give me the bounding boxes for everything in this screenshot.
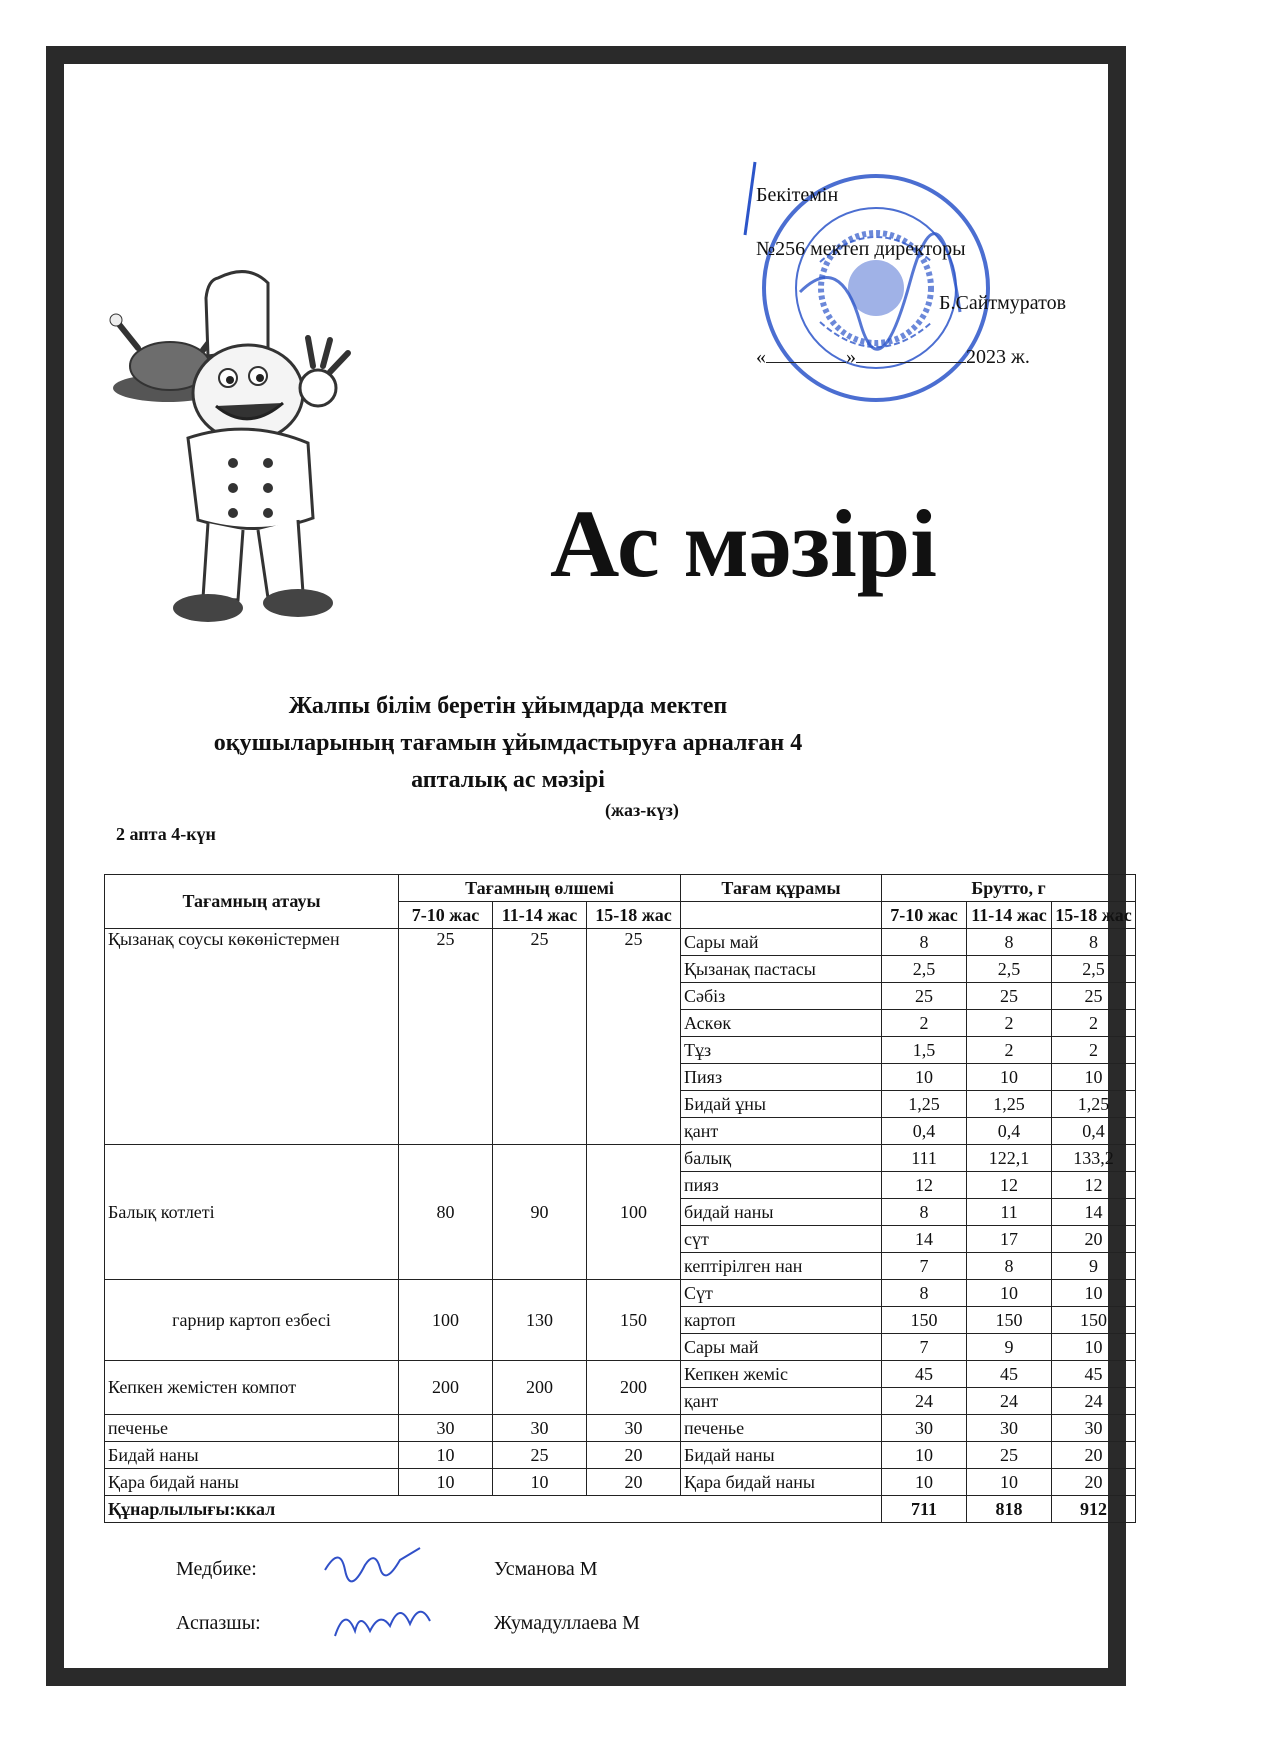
dish-portion-1: 10 [399, 1442, 493, 1469]
brutto-value-2: 122,1 [967, 1145, 1052, 1172]
cook-signature [330, 1596, 440, 1646]
ingredient-name: Бидай ұны [681, 1091, 882, 1118]
footer-kcal-1: 711 [882, 1496, 967, 1523]
brutto-value-3: 10 [1052, 1280, 1136, 1307]
brutto-value-2: 8 [967, 1253, 1052, 1280]
season-label: (жаз-күз) [605, 800, 679, 820]
header-portion-age-2: 11-14 жас [493, 902, 587, 929]
brutto-value-3: 20 [1052, 1226, 1136, 1253]
ingredient-name: Аскөк [681, 1010, 882, 1037]
brutto-value-1: 10 [882, 1469, 967, 1496]
brutto-value-2: 25 [967, 983, 1052, 1010]
brutto-value-2: 24 [967, 1388, 1052, 1415]
ingredient-name: Сары май [681, 1334, 882, 1361]
header-dish-name: Тағамның атауы [105, 875, 399, 929]
brutto-value-3: 20 [1052, 1442, 1136, 1469]
ingredient-name: печенье [681, 1415, 882, 1442]
ingredient-name: Тұз [681, 1037, 882, 1064]
cook-label: Аспазшы: [176, 1612, 261, 1634]
brutto-value-1: 24 [882, 1388, 967, 1415]
header-brutto-age-1: 7-10 жас [882, 902, 967, 929]
dish-portion-1: 25 [399, 929, 493, 1145]
ingredient-name: пияз [681, 1172, 882, 1199]
brutto-value-1: 10 [882, 1064, 967, 1091]
ingredient-name: қант [681, 1118, 882, 1145]
table-row [105, 1469, 1136, 1496]
brutto-value-1: 1,5 [882, 1037, 967, 1064]
brutto-value-2: 11 [967, 1199, 1052, 1226]
menu-table [104, 874, 1136, 1523]
ingredient-name: сүт [681, 1226, 882, 1253]
ingredient-name: Сүт [681, 1280, 882, 1307]
brutto-value-1: 2,5 [882, 956, 967, 983]
brutto-value-3: 2,5 [1052, 956, 1136, 983]
subtitle-line-1: Жалпы білім беретін ұйымдарда мектеп [288, 693, 728, 719]
dish-name: Қара бидай наны [105, 1469, 399, 1496]
brutto-value-2: 150 [967, 1307, 1052, 1334]
brutto-value-1: 12 [882, 1172, 967, 1199]
subtitle-line-2: оқушыларының тағамын ұйымдастыруға арналған 4 [213, 730, 803, 756]
brutto-value-3: 9 [1052, 1253, 1136, 1280]
ingredient-name: Сәбіз [681, 983, 882, 1010]
brutto-value-2: 2 [967, 1037, 1052, 1064]
ingredient-name: Қызанақ пастасы [681, 956, 882, 983]
dish-name: Бидай наны [105, 1442, 399, 1469]
brutto-value-1: 8 [882, 929, 967, 956]
brutto-value-2: 1,25 [967, 1091, 1052, 1118]
dish-portion-2: 25 [493, 929, 587, 1145]
nurse-label: Медбике: [176, 1558, 257, 1580]
date-open-quote: « [756, 346, 766, 368]
nurse-name: Усманова М [494, 1558, 598, 1580]
brutto-value-2: 9 [967, 1334, 1052, 1361]
brutto-value-2: 2 [967, 1010, 1052, 1037]
brutto-value-3: 45 [1052, 1361, 1136, 1388]
approval-line-director: №256 мектеп директоры [756, 238, 966, 260]
table-row [105, 1361, 1136, 1388]
brutto-value-1: 8 [882, 1199, 967, 1226]
dish-portion-3: 20 [587, 1469, 681, 1496]
footer-kcal-3: 912 [1052, 1496, 1136, 1523]
dish-portion-2: 30 [493, 1415, 587, 1442]
brutto-value-3: 12 [1052, 1172, 1136, 1199]
header-portion-age-3: 15-18 жас [587, 902, 681, 929]
table-row [105, 929, 1136, 956]
brutto-value-3: 1,25 [1052, 1091, 1136, 1118]
dish-portion-2: 25 [493, 1442, 587, 1469]
header-composition-empty [681, 902, 882, 929]
brutto-value-2: 12 [967, 1172, 1052, 1199]
header-portion: Тағамның өлшемі [399, 875, 681, 902]
ingredient-name: қант [681, 1388, 882, 1415]
brutto-value-2: 10 [967, 1064, 1052, 1091]
dish-portion-3: 30 [587, 1415, 681, 1442]
brutto-value-1: 2 [882, 1010, 967, 1037]
brutto-value-2: 0,4 [967, 1118, 1052, 1145]
ingredient-name: картоп [681, 1307, 882, 1334]
dish-portion-3: 20 [587, 1442, 681, 1469]
brutto-value-2: 45 [967, 1361, 1052, 1388]
dish-name: Қызанақ соусы көкөністермен [105, 929, 399, 1145]
chef-illustration [108, 268, 378, 638]
dish-portion-2: 130 [493, 1280, 587, 1361]
brutto-value-3: 8 [1052, 929, 1136, 956]
dish-portion-3: 100 [587, 1145, 681, 1280]
ingredient-name: Сары май [681, 929, 882, 956]
brutto-value-1: 0,4 [882, 1118, 967, 1145]
brutto-value-2: 8 [967, 929, 1052, 956]
brutto-value-3: 2 [1052, 1010, 1136, 1037]
brutto-value-1: 7 [882, 1334, 967, 1361]
brutto-value-2: 25 [967, 1442, 1052, 1469]
dish-portion-3: 200 [587, 1361, 681, 1415]
subtitle-line-3: апталық ас мәзірі [411, 767, 605, 793]
dish-portion-1: 200 [399, 1361, 493, 1415]
brutto-value-1: 150 [882, 1307, 967, 1334]
header-portion-age-1: 7-10 жас [399, 902, 493, 929]
ingredient-name: кептірілген нан [681, 1253, 882, 1280]
date-year: 2023 ж. [966, 346, 1030, 368]
brutto-value-3: 10 [1052, 1334, 1136, 1361]
subtitle [118, 688, 898, 799]
table-row [105, 1145, 1136, 1172]
director-name: Б.Сайтмуратов [939, 292, 1067, 314]
dish-portion-1: 100 [399, 1280, 493, 1361]
brutto-value-3: 2 [1052, 1037, 1136, 1064]
ingredient-name: бидай наны [681, 1199, 882, 1226]
footer-kcal-2: 818 [967, 1496, 1052, 1523]
brutto-value-3: 0,4 [1052, 1118, 1136, 1145]
brutto-value-3: 24 [1052, 1388, 1136, 1415]
dish-name: Балық котлеті [105, 1145, 399, 1280]
brutto-value-3: 25 [1052, 983, 1136, 1010]
header-brutto: Брутто, г [882, 875, 1136, 902]
brutto-value-1: 25 [882, 983, 967, 1010]
week-day-label: 2 апта 4-күн [116, 824, 216, 844]
header-brutto-age-2: 11-14 жас [967, 902, 1052, 929]
ingredient-name: Бидай наны [681, 1442, 882, 1469]
dish-portion-1: 30 [399, 1415, 493, 1442]
dish-portion-2: 200 [493, 1361, 587, 1415]
brutto-value-1: 30 [882, 1415, 967, 1442]
brutto-value-3: 30 [1052, 1415, 1136, 1442]
brutto-value-1: 45 [882, 1361, 967, 1388]
dish-name: Кепкен жемістен компот [105, 1361, 399, 1415]
header-brutto-age-3: 15-18 жас [1052, 902, 1136, 929]
dish-portion-2: 90 [493, 1145, 587, 1280]
brutto-value-1: 7 [882, 1253, 967, 1280]
brutto-value-3: 150 [1052, 1307, 1136, 1334]
date-close-quote: » [846, 346, 856, 368]
brutto-value-1: 14 [882, 1226, 967, 1253]
brutto-value-2: 2,5 [967, 956, 1052, 983]
dish-name: печенье [105, 1415, 399, 1442]
dish-portion-3: 150 [587, 1280, 681, 1361]
dish-portion-2: 10 [493, 1469, 587, 1496]
page-title: Ас мәзірі [550, 490, 937, 597]
brutto-value-3: 14 [1052, 1199, 1136, 1226]
ingredient-name: Қара бидай наны [681, 1469, 882, 1496]
approval-line-approve: Бекітемін [756, 184, 839, 206]
ingredient-name: Пияз [681, 1064, 882, 1091]
dish-portion-1: 80 [399, 1145, 493, 1280]
dish-name: гарнир картоп езбесі [105, 1280, 399, 1361]
brutto-value-1: 10 [882, 1442, 967, 1469]
brutto-value-2: 10 [967, 1469, 1052, 1496]
ingredient-name: Кепкен жеміс [681, 1361, 882, 1388]
header-composition: Тағам құрамы [681, 875, 882, 902]
brutto-value-2: 10 [967, 1280, 1052, 1307]
dish-portion-1: 10 [399, 1469, 493, 1496]
table-row [105, 1442, 1136, 1469]
brutto-value-3: 133,2 [1052, 1145, 1136, 1172]
brutto-value-1: 1,25 [882, 1091, 967, 1118]
brutto-value-1: 8 [882, 1280, 967, 1307]
dish-portion-3: 25 [587, 929, 681, 1145]
footer-label: Құнарлылығы:ккал [105, 1496, 882, 1523]
brutto-value-1: 111 [882, 1145, 967, 1172]
cook-name: Жумадуллаева М [494, 1612, 640, 1634]
approval-block [756, 168, 1066, 384]
brutto-value-3: 10 [1052, 1064, 1136, 1091]
brutto-value-2: 30 [967, 1415, 1052, 1442]
nurse-signature [320, 1540, 430, 1590]
approval-line-date [756, 330, 1066, 384]
approval-line-name-row [756, 276, 1066, 330]
brutto-value-3: 20 [1052, 1469, 1136, 1496]
table-row [105, 1415, 1136, 1442]
brutto-value-2: 17 [967, 1226, 1052, 1253]
ingredient-name: балық [681, 1145, 882, 1172]
table-row [105, 1280, 1136, 1307]
